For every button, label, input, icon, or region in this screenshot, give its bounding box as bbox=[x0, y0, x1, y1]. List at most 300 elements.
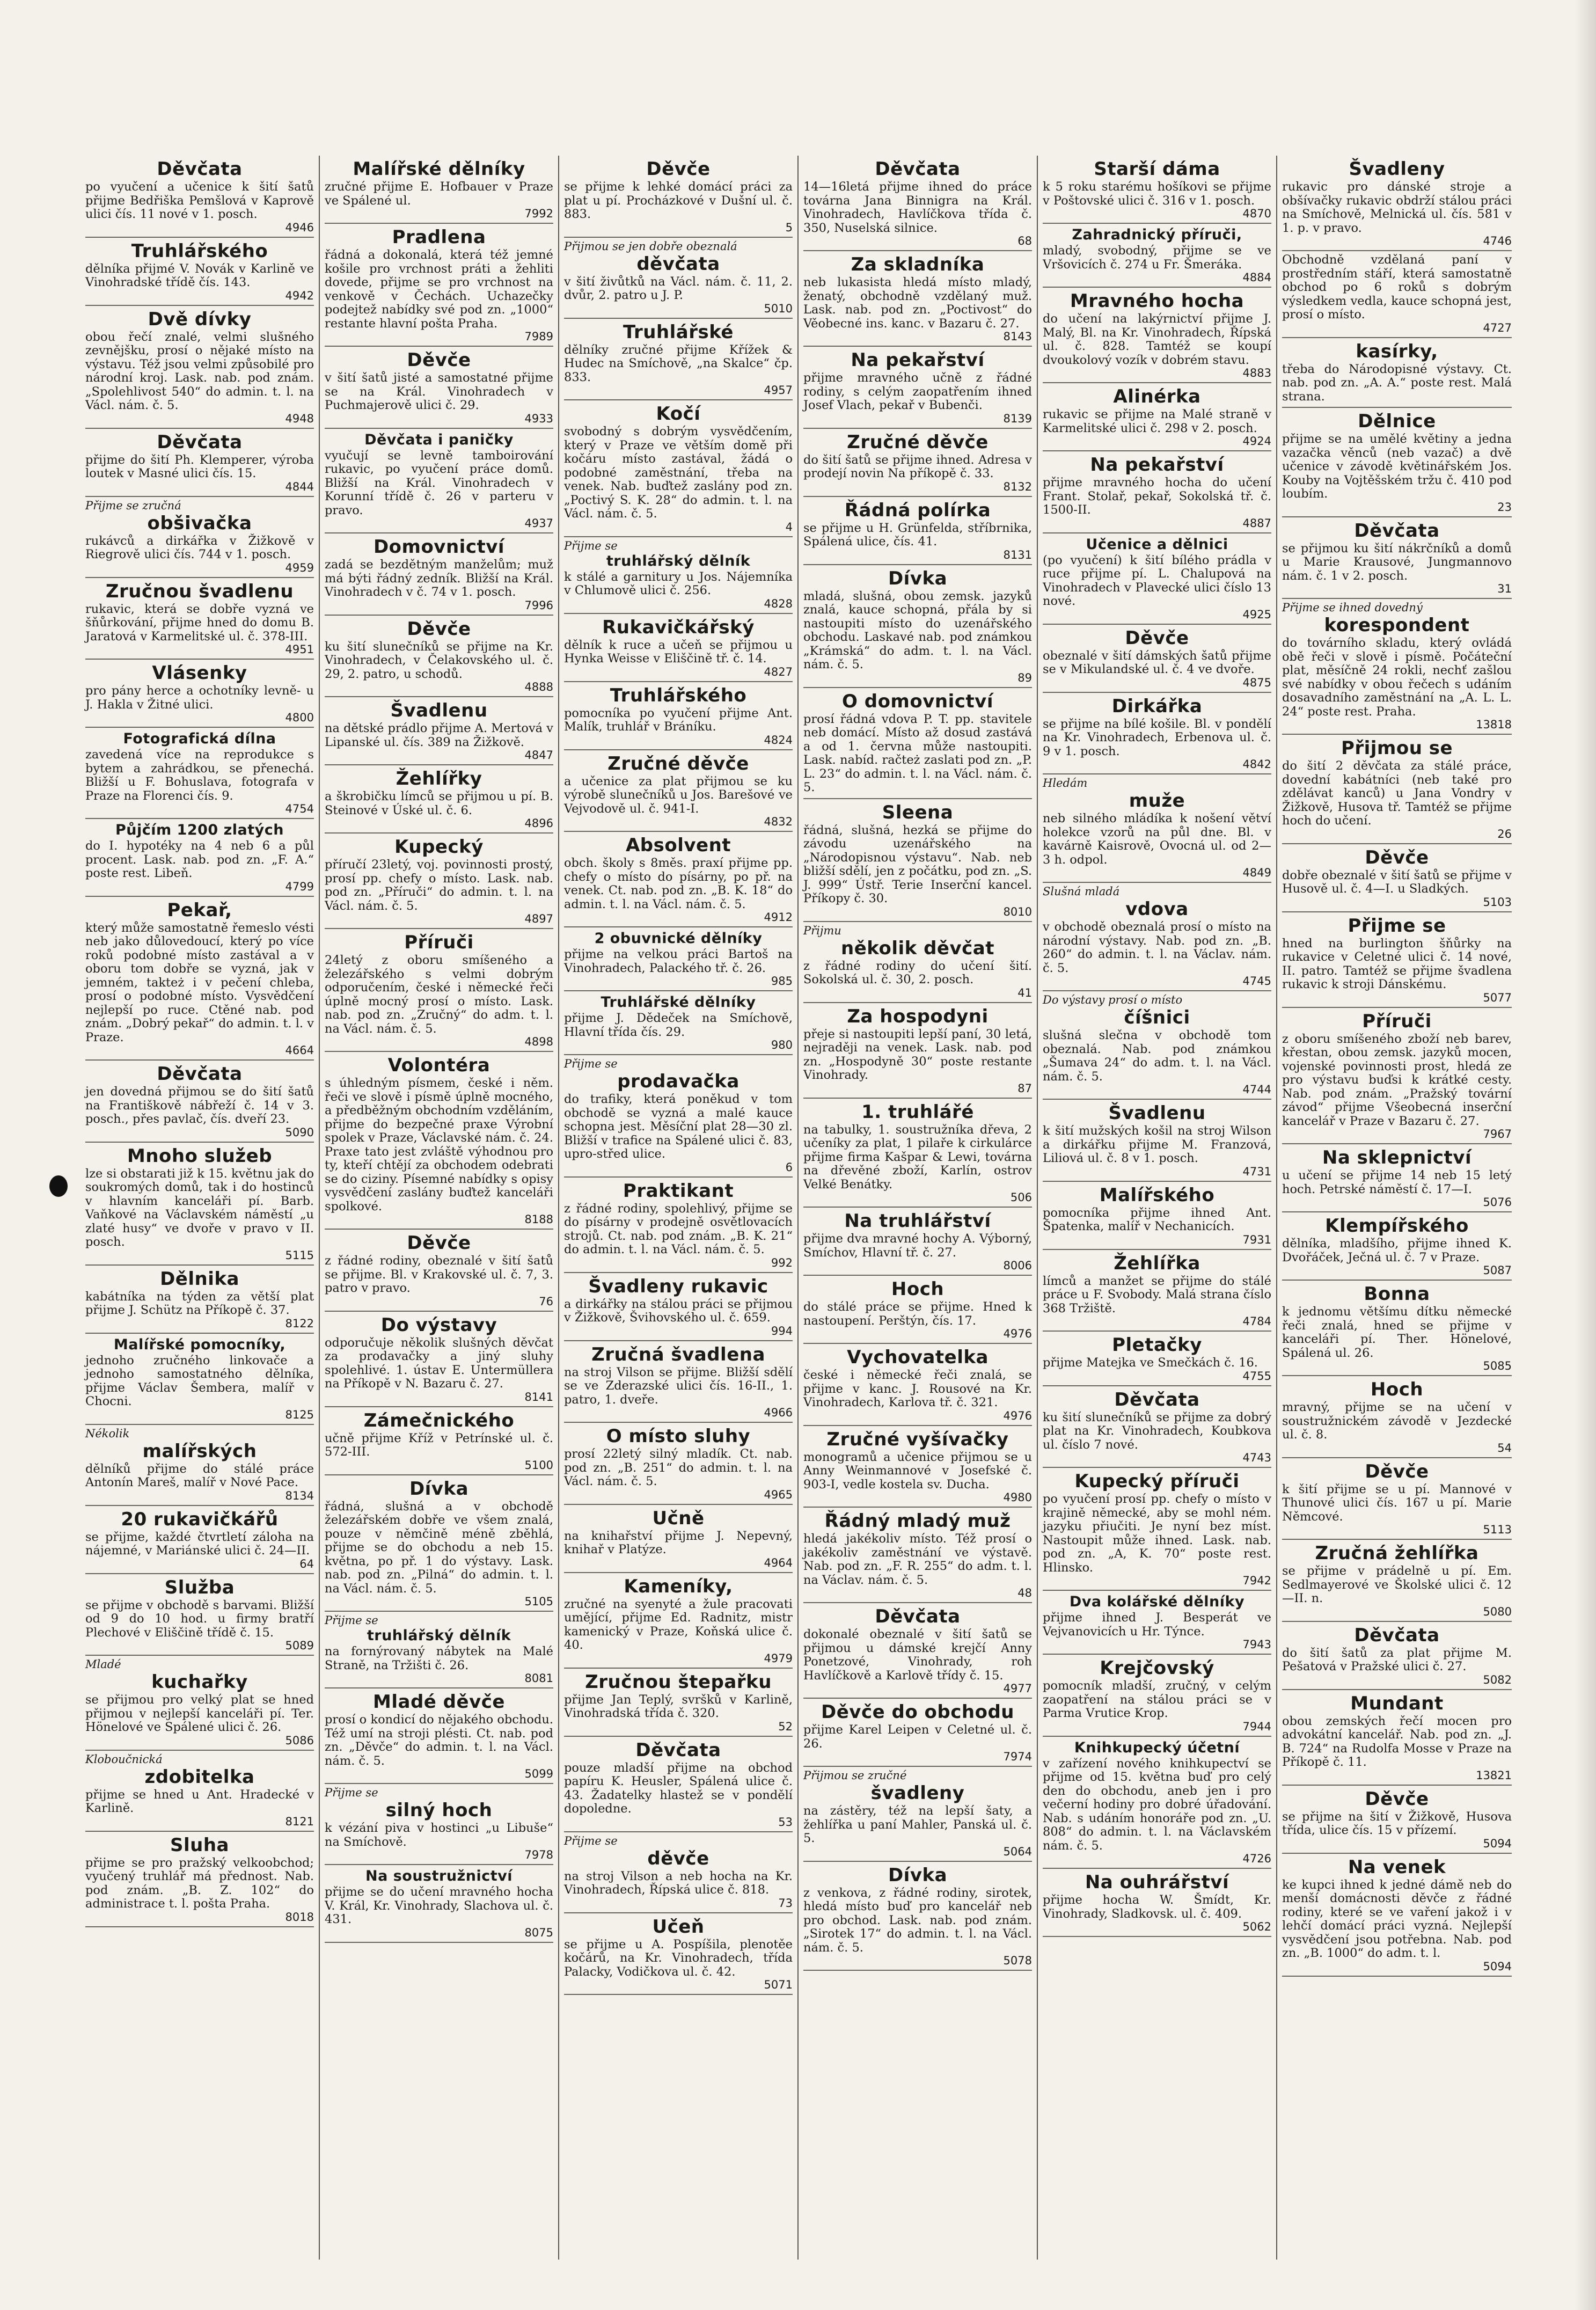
ad-number: 89 bbox=[1017, 671, 1032, 684]
ad-number: 48 bbox=[1017, 1587, 1032, 1599]
ad-number: 4883 bbox=[1242, 367, 1271, 379]
ad-heading: Na truhlářství bbox=[844, 1210, 991, 1232]
ad-text: ke kupci ihned k jedné dámě neb do menší domácnosti děvče z řádné rodiny, které se ve vaření jakož i v lehčí domácí práci vyzná. Nejlepší vysvědčení jsou potřebna. Nab. pod zn. „B. 1000“ do adm. t. l. bbox=[1282, 1877, 1512, 1960]
ad-text: pro pány herce a ochotníky levně- u J. Hakla v Žitné ulici. bbox=[85, 684, 314, 712]
ad-number: 5082 bbox=[1483, 1673, 1512, 1686]
ad-heading: Děvčata bbox=[157, 158, 243, 180]
ad-number: 5064 bbox=[1003, 1845, 1032, 1858]
ad-number: 4946 bbox=[285, 221, 314, 234]
newspaper-page bbox=[80, 156, 1519, 2260]
classified-ad bbox=[325, 1865, 553, 1943]
classified-ad bbox=[803, 1508, 1032, 1603]
ad-number: 4870 bbox=[1242, 207, 1271, 220]
ad-text: límců a manžet se přijme do stálé práce u F. Svobody. Malá strana číslo 368 Tržiště. bbox=[1043, 1274, 1271, 1315]
classified-ad bbox=[1043, 383, 1271, 451]
ad-text: k šití přijme se u pí. Mannové v Thunové ulici čís. 167 u pí. Marie Němcové. bbox=[1282, 1482, 1512, 1524]
classified-ad bbox=[564, 682, 793, 750]
ad-heading: Děvčata i paničky bbox=[364, 431, 514, 448]
ad-number: 4727 bbox=[1483, 321, 1512, 334]
ad-heading: Učně bbox=[652, 1507, 705, 1529]
classified-ad bbox=[325, 1688, 553, 1784]
ad-number: 4888 bbox=[524, 681, 553, 693]
classified-ad bbox=[85, 1656, 314, 1751]
ad-heading: Dirkářka bbox=[1111, 695, 1203, 717]
ad-heading: Malířské dělníky bbox=[353, 158, 525, 180]
ad-heading: číšnici bbox=[1124, 1007, 1190, 1028]
ad-heading: Klempířského bbox=[1325, 1215, 1469, 1237]
classified-ad bbox=[564, 1505, 793, 1573]
classified-ad bbox=[564, 1178, 793, 1273]
ad-text: na tabulky, 1. soustružníka dřeva, 2 učeníky za plat, 1 pilaře k cirkulárce přijme firma Kašpar & Lewi, továrna na dřevěné zboží, Karlín, ostrov Velké Benátky. bbox=[803, 1122, 1032, 1191]
ad-text: 14—16letá přijme ihned do práce továrna Jana Binnigra na Král. Vinohradech, Havlíčkova třída č. 350, Nuselská silnice. bbox=[803, 180, 1032, 235]
classified-ad bbox=[803, 1862, 1032, 1971]
ad-heading: děvče bbox=[647, 1847, 709, 1869]
ad-text: k šití mužských košil na stroj Wilson a dirkářku přijme M. Franzová, Liliová ul. č. 8 v 1. posch. bbox=[1043, 1124, 1271, 1165]
ad-text: do šití šatů se přijme ihned. Adresa v prodejí novin Na příkopě č. 33. bbox=[803, 452, 1032, 480]
ad-heading: Absolvent bbox=[625, 835, 731, 856]
ad-heading: Přijme se bbox=[1348, 915, 1446, 937]
ad-text: dokonalé obeznalé v šití šatů se přijmou u dámské krejčí Anny Ponetzové, Vinohrady, roh Havlíčkově a Karlově třídy č. 15. bbox=[803, 1627, 1032, 1683]
classified-ad bbox=[1043, 1468, 1271, 1591]
classified-ad bbox=[803, 1767, 1032, 1862]
ad-text: neb silného mládíka k nošení větví holekce vzorů na půl dne. Bl. v kavárně Kaisrově, Ovocná ul. od 2—3 h. odpol. bbox=[1043, 812, 1271, 867]
classified-ad bbox=[325, 1407, 553, 1475]
ad-heading: Do výstavy bbox=[380, 1314, 497, 1336]
ad-number: 5076 bbox=[1483, 1196, 1512, 1209]
classified-ad bbox=[564, 1055, 793, 1178]
classified-ad bbox=[1043, 1332, 1271, 1386]
ad-heading: Za hospodyni bbox=[847, 1005, 989, 1027]
ad-heading: Zručná švadlena bbox=[591, 1343, 765, 1365]
ad-text: přijme mravného hocha do učení Frant. Stolař, pekař, Sokolská tř. č. 1500-II. bbox=[1043, 476, 1271, 517]
ad-number: 980 bbox=[771, 1039, 793, 1051]
ad-text: přijme Matejka ve Smečkách č. 16. bbox=[1043, 1356, 1258, 1370]
ad-text: svobodný s dobrým vysvědčením, který v Praze ve větším domě při kočáru místo zastával, žádá o podobné zaměstnání, třeba na venek. Nab. buďtež zaslány pod zn. „Poctivý S. K. 28“ do admin. t. l. na Václ. nám. č. 5. bbox=[564, 425, 793, 521]
ad-heading: Zámečnického bbox=[363, 1409, 515, 1431]
classified-ad bbox=[85, 1334, 314, 1425]
classified-ad bbox=[803, 156, 1032, 251]
ad-heading: děvčata bbox=[636, 253, 720, 275]
classified-ad bbox=[1043, 1591, 1271, 1655]
ad-number: 4832 bbox=[764, 815, 793, 828]
classified-ad bbox=[1043, 1386, 1271, 1468]
ad-number: 7943 bbox=[1242, 1638, 1271, 1651]
classified-ad bbox=[564, 1832, 793, 1913]
ad-text: slušná slečna v obchodě tom obeznalá. Nab. pod známkou „Šumava 24“ do adm. t. l. na Václ. nám. č. 5. bbox=[1043, 1028, 1271, 1084]
ad-text: hledá jakékoliv místo. Též prosí o jakékoliv zaměstnání ve výstavě. Nab. pod zn. „F. R. 255“ do adm. t. l. na Václav. nám. č. 5. bbox=[803, 1532, 1032, 1587]
ad-text: se přijmou pro velký plat se hned přijmou v nejlepší kanceláři pí. Ter. Hönelové ve Spálené ulici č. 26. bbox=[85, 1693, 314, 1734]
ad-heading: Truhlářské dělníky bbox=[601, 994, 756, 1011]
ad-heading: Kupecký bbox=[394, 836, 484, 858]
classified-ad bbox=[1282, 1854, 1512, 1977]
ad-heading: Dělnika bbox=[160, 1268, 239, 1290]
ad-text: na fornýrovaný nábytek na Malé Straně, na Tržišti č. 26. bbox=[325, 1644, 553, 1672]
ad-text: na dětské prádlo přijme A. Mertová v Lipanské ul. čís. 389 na Žižkově. bbox=[325, 721, 553, 749]
ad-number: 8188 bbox=[524, 1213, 553, 1226]
classified-ad bbox=[85, 238, 314, 306]
ad-heading: Děvčata bbox=[1114, 1388, 1200, 1410]
ad-number: 4875 bbox=[1242, 676, 1271, 689]
ad-text: u učení se přijme 14 neb 15 letý hoch. Petrské náměstí č. 17—I. bbox=[1282, 1168, 1512, 1196]
classified-ad bbox=[1282, 251, 1512, 338]
ad-heading: kasírky, bbox=[1356, 340, 1438, 362]
ad-heading: Děvče bbox=[1365, 1460, 1429, 1482]
ad-number: 5113 bbox=[1483, 1523, 1512, 1536]
ad-preface: Hledám bbox=[1043, 777, 1088, 790]
ad-text: přeje si nastoupiti lepší paní, 30 letá, nejraději na venek. Lask. nab. pod zn. „Hospodyně 30“ poste restante Vinohrady. bbox=[803, 1027, 1032, 1082]
classified-ad bbox=[803, 688, 1032, 799]
ad-preface: Přijmou se zručné bbox=[803, 1769, 907, 1782]
ad-preface: Kloboučnická bbox=[85, 1752, 163, 1766]
ad-text: obch. školy s 8měs. praxí přijme pp. chefy o místo do písárny, po př. na venek. Ct. nab. pod zn. „B. K. 18“ do admin. t. l. na Václ. nám. č. 5. bbox=[564, 856, 793, 911]
ad-number: 4964 bbox=[764, 1556, 793, 1569]
ad-heading: Děvčata bbox=[157, 431, 243, 453]
ad-heading: Dvě dívky bbox=[148, 308, 252, 330]
ad-heading: Příruči bbox=[1362, 1010, 1432, 1032]
classified-ad bbox=[325, 929, 553, 1052]
ad-number: 4959 bbox=[285, 561, 314, 574]
classified-ad bbox=[85, 819, 314, 897]
ad-text: na zástěry, též na lepší šaty, a žehlířka u paní Mahler, Panská ul. č. 5. bbox=[803, 1804, 1032, 1845]
ad-number: 4925 bbox=[1242, 608, 1271, 621]
ad-heading: Truhlářského bbox=[131, 240, 268, 262]
ad-number: 4979 bbox=[764, 1651, 793, 1665]
ad-number: 4912 bbox=[764, 911, 793, 924]
classified-ad bbox=[803, 1344, 1032, 1426]
ad-number: 13818 bbox=[1476, 718, 1512, 731]
ad-number: 76 bbox=[539, 1295, 553, 1308]
ad-text: přijme se hned u Ant. Hradecké v Karlině. bbox=[85, 1787, 314, 1815]
ad-heading: Vlásenky bbox=[152, 662, 247, 684]
classified-ad bbox=[1282, 338, 1512, 408]
ad-text: obou řečí znalé, velmi slušného zevnějšku, prosí o nějaké místo na výstavu. Též jsou velmi způsobilé pro národní kroj. Lask. nab. pod znám. „Spolehlivost 540“ do admin. t. l. na Václ. nám. č. 5. bbox=[85, 330, 314, 412]
ad-text: zručné přijme E. Hofbauer v Praze ve Spálené ul. bbox=[325, 180, 553, 208]
classified-ad bbox=[325, 765, 553, 834]
ad-number: 8143 bbox=[1003, 330, 1032, 343]
ad-text: hned na burlington šňůrky na rukavice v Celetné ulici č. 14 nové, II. patro. Tamtéž se přijme švadlena rukavic k stroji Dánskému. bbox=[1282, 936, 1512, 991]
ad-text: přijme se pro pražský velkoobchod; vyučený truhlář má přednost. Nab. pod znám. „B. Z. 102“ do administrace t. l. pošta Praha. bbox=[85, 1855, 314, 1911]
ad-heading: Starší dáma bbox=[1094, 158, 1220, 180]
classified-ad bbox=[803, 429, 1032, 497]
ad-number: 4731 bbox=[1242, 1165, 1271, 1178]
ad-number: 5062 bbox=[1242, 1920, 1271, 1933]
ad-heading: Fotografická dílna bbox=[123, 730, 276, 747]
ad-text: příručí 23letý, voj. povinnosti prostý, prosí pp. chefy o místo. Lask. nab. pod zn. „Příruči“ do admin. t. l. na Václ. nám. č. 5. bbox=[325, 858, 553, 913]
ad-heading: Zručné děvče bbox=[607, 752, 749, 774]
classified-ad bbox=[325, 1052, 553, 1230]
ad-number: 4884 bbox=[1242, 271, 1271, 284]
classified-ad bbox=[1282, 1008, 1512, 1145]
classified-ad bbox=[803, 1603, 1032, 1699]
ad-text: monogramů a učenice přijmou se u Anny Weinmannové v Josefské č. 903-I, vedle kostela sv. Ducha. bbox=[803, 1450, 1032, 1492]
ad-text: pomocníka přijme ihned Ant. Špatenka, malíř v Nechanicích. bbox=[1043, 1205, 1271, 1233]
classified-ad bbox=[85, 897, 314, 1061]
classified-ad bbox=[803, 1276, 1032, 1344]
ad-heading: vdova bbox=[1125, 898, 1189, 920]
ad-text: s úhledným písmem, české i něm. řeči ve slově i písmě úplně mocného, a předběžným obchodním vzděláním, přijme do bezpečné praxe Výrobní spolek v Praze, Václavské nám. č. 24. Praxe tato jest zvláště výhodnou pro ty, kteří chtějí za obchodem odebrati se do ciziny. Písemné nabídky s opisy vysvědčení zaslány buďtež kanceláři spolkové. bbox=[325, 1076, 553, 1214]
classified-ad bbox=[1282, 1212, 1512, 1281]
classified-ad bbox=[85, 1266, 314, 1334]
ad-text: a dirkářky na stálou práci se přijmou v Žižkově, Švihovského ul. č. 659. bbox=[564, 1297, 793, 1325]
classified-ad bbox=[85, 1425, 314, 1506]
ad-text: dělníky zručné přijme Křížek & Hudec na Smíchově, „na Skalce“ čp. 833. bbox=[564, 342, 793, 384]
ad-heading: Švadleny bbox=[1349, 158, 1445, 180]
classified-ad bbox=[564, 750, 793, 832]
classified-ad bbox=[1282, 1376, 1512, 1458]
ad-text: obeznalé v šití dámských šatů přijme se v Mikulandské ul. č. 4 ve dvoře. bbox=[1043, 648, 1271, 676]
classified-ad bbox=[564, 1341, 793, 1423]
classified-ad bbox=[325, 1475, 553, 1612]
ad-number: 8134 bbox=[285, 1489, 314, 1502]
ad-text: ku šití slunečníků se přijme na Kr. Vinohradech, v Čelakovského ul. č. 29, 2. patro, u schodů. bbox=[325, 639, 553, 681]
ad-number: 52 bbox=[778, 1720, 793, 1733]
ad-preface: Přijme se bbox=[564, 539, 618, 552]
ad-preface: Přijmu bbox=[803, 924, 841, 937]
ad-text: přijme J. Dědeček na Smíchově, Hlavní třída čís. 29. bbox=[564, 1011, 793, 1039]
ad-heading: Na sklepnictví bbox=[1322, 1147, 1472, 1168]
ad-text: dělníků přijme do stálé práce Antonín Mareš, malíř v Nové Pace. bbox=[85, 1461, 314, 1489]
ad-number: 4937 bbox=[524, 517, 553, 530]
ad-number: 73 bbox=[778, 1896, 793, 1910]
ad-heading: truhlářský dělník bbox=[606, 552, 751, 569]
ad-heading: Pletačky bbox=[1112, 1334, 1202, 1356]
classified-ad bbox=[564, 537, 793, 614]
ad-text: přijme se na umělé květiny a jedna vazačka věnců (neb vazač) a dvě učenice v závodě květinářském Jos. Kouby na Vojtěšském tržu č. 410 pod loubím. bbox=[1282, 432, 1512, 501]
ad-heading: švadleny bbox=[870, 1782, 965, 1804]
ad-number: 8131 bbox=[1003, 548, 1032, 561]
ad-heading: Truhlářské bbox=[623, 321, 734, 343]
classified-ad bbox=[1282, 1458, 1512, 1540]
ad-heading: Na pekařství bbox=[851, 349, 985, 371]
ad-number: 4957 bbox=[764, 384, 793, 397]
classified-ad bbox=[564, 238, 793, 319]
ad-text: v obchodě obeznalá prosí o místo na národní výstavy. Nab. pod zn. „B. 260“ do admin. t. l. na Václav. nám. č. 5. bbox=[1043, 920, 1271, 975]
ad-heading: prodavačka bbox=[617, 1071, 740, 1092]
classified-ad bbox=[564, 832, 793, 927]
classified-ad bbox=[85, 429, 314, 497]
classified-ad bbox=[1043, 1100, 1271, 1182]
ad-text: vyučují se levně tamboirování rukavic, po vyučení práce domů. Bližší na Král. Vinohradech v Korunní třídě č. 26 v parteru v pravo. bbox=[325, 448, 553, 517]
classified-ad bbox=[85, 1574, 314, 1656]
classified-ad bbox=[564, 1913, 793, 1995]
classified-ad bbox=[1282, 912, 1512, 1008]
page-edge-shadow bbox=[1575, 0, 1596, 2310]
ad-heading: Zručnou štepařku bbox=[585, 1671, 772, 1693]
ad-number: 4933 bbox=[524, 412, 553, 425]
ad-text: v šití živůtků na Václ. nám. č. 11, 2. dvůr, 2. patro u J. P. bbox=[564, 274, 793, 302]
ad-number: 8122 bbox=[285, 1317, 314, 1330]
ad-heading: Volontéra bbox=[387, 1055, 490, 1076]
classified-ad bbox=[803, 1208, 1032, 1276]
classified-ad bbox=[1043, 1250, 1271, 1332]
ad-text: se přijme u A. Pospíšila, plenotěe kočárů, na Kr. Vinohradech, třída Palacky, Vodičkova ul. č. 42. bbox=[564, 1937, 793, 1979]
classified-ad bbox=[1282, 1786, 1512, 1854]
ad-number: 506 bbox=[1010, 1191, 1032, 1204]
ad-heading: Sleena bbox=[882, 801, 954, 823]
ad-number: 5094 bbox=[1483, 1837, 1512, 1850]
binding-hole bbox=[49, 1175, 68, 1197]
ad-text: v šití šatů jisté a samostatné přijme se na Král. Vinohradech v Puchmajerově ulici č. 29. bbox=[325, 371, 553, 412]
ad-text: přijme hocha W. Šmídt, Kr. Vinohrady, Sladkovsk. ul. č. 409. bbox=[1043, 1893, 1271, 1921]
ad-text: se přijme na šití v Žižkově, Husova třída, ulice čís. 15 v přízemí. bbox=[1282, 1809, 1512, 1837]
classified-ad bbox=[1043, 288, 1271, 383]
ad-number: 4 bbox=[785, 520, 793, 533]
ad-heading: Kupecký příruči bbox=[1074, 1471, 1240, 1492]
ad-heading: Švadlenu bbox=[390, 700, 488, 721]
ad-heading: Švadleny rukavic bbox=[588, 1275, 768, 1297]
ad-heading: Mundant bbox=[1350, 1692, 1444, 1714]
ad-heading: Malířského bbox=[1099, 1184, 1215, 1206]
ad-number: 4754 bbox=[285, 802, 314, 815]
ad-number: 4755 bbox=[1242, 1369, 1271, 1383]
classified-ad bbox=[1043, 1655, 1271, 1737]
ad-heading: Děvče bbox=[1365, 1788, 1429, 1810]
classified-ad bbox=[1043, 224, 1271, 288]
ad-number: 53 bbox=[778, 1815, 793, 1829]
classified-ad bbox=[85, 1506, 314, 1574]
column-6 bbox=[1277, 156, 1517, 2260]
ad-text: z řádné rodiny do učení šití. Sokolská ul. č. 30, 2. posch. bbox=[803, 959, 1032, 986]
ad-number: 8018 bbox=[285, 1910, 314, 1924]
ad-heading: Bonna bbox=[1364, 1283, 1430, 1305]
ad-number: 7996 bbox=[524, 598, 553, 612]
ad-heading: kuchařky bbox=[151, 1671, 248, 1693]
classified-ad bbox=[325, 224, 553, 347]
classified-ad bbox=[1282, 156, 1512, 251]
ad-heading: Půjčím 1200 zlatých bbox=[115, 822, 284, 838]
classified-ad bbox=[1282, 408, 1512, 517]
ad-heading: Řádná polírka bbox=[844, 499, 991, 521]
ad-text: prosí řádná vdova P. T. pp. stavitele neb domácí. Místo až dosud zastává a od 1. června může nastoupiti. Lask. nabíd. račteż zaslati pod zn. „P. L. 23“ do admin. t. l. na Václ. nám. č. 5. bbox=[803, 712, 1032, 794]
ad-heading: Mravného hocha bbox=[1070, 290, 1244, 312]
classified-ad bbox=[1043, 533, 1271, 625]
ad-number: 4898 bbox=[524, 1035, 553, 1048]
ad-text: se přijme k lehké domácí práci za plat u pí. Procházkové v Dušní ul. č. 883. bbox=[564, 180, 793, 221]
ad-number: 64 bbox=[299, 1557, 314, 1570]
ad-heading: Žehlířka bbox=[1114, 1252, 1200, 1274]
ad-heading: Domovnictví bbox=[373, 536, 505, 558]
ad-number: 4966 bbox=[764, 1406, 793, 1419]
classified-ad bbox=[325, 697, 553, 765]
ad-heading: Děvčata bbox=[635, 1739, 721, 1761]
ad-text: se přijme, každé čtvrtletí záloha na nájemné, v Mariánské ulici č. 24—II. bbox=[85, 1530, 314, 1558]
classified-ad bbox=[564, 319, 793, 401]
ad-text: po vyučení prosí pp. chefy o místo v krajině německé, aby se mohl ném. jazyku přiučiti. Je nyní bez míst. Nastoupit může ihned. Lask. nab. pod zn. „A, K. 70“ poste rest. Hlinsko. bbox=[1043, 1492, 1271, 1575]
ad-heading: Sluha bbox=[170, 1834, 229, 1856]
ad-number: 994 bbox=[771, 1324, 793, 1337]
ad-text: k 5 roku starému hošíkovi se přijme v Poštovské ulici č. 316 v 1. posch. bbox=[1043, 180, 1271, 208]
ad-number: 31 bbox=[1497, 582, 1512, 595]
ad-heading: korespondent bbox=[1324, 615, 1470, 636]
ad-heading: O místo sluhy bbox=[606, 1426, 751, 1447]
classified-ad bbox=[1043, 774, 1271, 883]
ad-number: 4896 bbox=[524, 817, 553, 830]
ad-text: který může samostatně řemeslo vésti neb jako důlovedoucí, který po více roků podobné místo zastával a v oboru tom dobře se vyzná, jak v jemném, takteż i v pečení chleba, prosí o podobné místo. Vysvědčení nejlepší po ruce. Ctěné nab. pod znám. „Dobrý pekař“ do admin. t. l. v Praze. bbox=[85, 920, 314, 1044]
ad-text: k vézání piva v hostinci „u Libuše“ na Smíchově. bbox=[325, 1821, 553, 1849]
ad-heading: Děvčata bbox=[157, 1063, 243, 1085]
ad-heading: 20 rukavičkářů bbox=[121, 1508, 279, 1530]
ad-text: pouze mladší přijme na obchod papíru K. Heusler, Spálená ulice č. 43. Žadatelky hlastež se v pondělí dopoledne. bbox=[564, 1760, 793, 1816]
classified-ad bbox=[325, 1230, 553, 1312]
classified-ad bbox=[1043, 693, 1271, 775]
classified-ad bbox=[1043, 991, 1271, 1100]
ad-number: 985 bbox=[771, 975, 793, 988]
ad-number: 4951 bbox=[285, 643, 314, 656]
ad-text: řádná, slušná a v obchodě železářském dobře ve všem znalá, pouze v němčině méně zběhlá, přijme se do obchodu a neb 15. května, po př. 1 do výstavy. Lask. nab. pod zn. „Pilná“ do admin. t. l. na Václ. nám. č. 5. bbox=[325, 1499, 553, 1596]
ad-number: 5077 bbox=[1483, 991, 1512, 1004]
classified-ad bbox=[564, 1573, 793, 1669]
ad-number: 7978 bbox=[524, 1848, 553, 1861]
ad-number: 7967 bbox=[1483, 1128, 1512, 1141]
ad-text: se přijme v obchodě s barvami. Bližší od 9 do 10 hod. u firmy bratří Plechové v Eliščině třídě č. 15. bbox=[85, 1598, 314, 1640]
classified-ad bbox=[803, 799, 1032, 922]
ad-heading: Krejčovský bbox=[1100, 1657, 1214, 1679]
classified-ad bbox=[1282, 1281, 1512, 1376]
classified-ad bbox=[1282, 844, 1512, 912]
ad-number: 5105 bbox=[524, 1595, 553, 1608]
ad-number: 4980 bbox=[1003, 1491, 1032, 1504]
classified-ad bbox=[564, 927, 793, 991]
ad-text: z řádné rodiny, obeznalé v šití šatů se přijme. Bl. v Krakovské ul. č. 7, 3. patro v pravo. bbox=[325, 1254, 553, 1295]
ad-heading: Příruči bbox=[404, 932, 474, 953]
classified-ad bbox=[85, 578, 314, 660]
classified-ad bbox=[564, 400, 793, 537]
ad-preface: Přijme se bbox=[325, 1786, 378, 1799]
ad-number: 8075 bbox=[524, 1926, 553, 1939]
ad-number: 13821 bbox=[1476, 1768, 1512, 1782]
ad-heading: Učeň bbox=[652, 1916, 705, 1938]
classified-ad bbox=[85, 497, 314, 578]
ad-number: 4824 bbox=[764, 733, 793, 747]
classified-ad bbox=[1043, 1737, 1271, 1869]
ad-number: 4942 bbox=[285, 289, 314, 302]
ad-number: 5085 bbox=[1483, 1359, 1512, 1372]
ad-number: 4799 bbox=[285, 880, 314, 893]
ad-text: rukávců a dirkářka v Žižkově v Riegrově ulici čís. 744 v 1. posch. bbox=[85, 533, 314, 561]
ad-preface: Přijme se bbox=[564, 1057, 618, 1070]
ad-heading: Malířské pomocníky, bbox=[113, 1336, 286, 1353]
ad-heading: Přijmou se bbox=[1341, 737, 1453, 759]
classified-ad bbox=[803, 1426, 1032, 1508]
classified-ad bbox=[564, 1669, 793, 1737]
ad-text: ku šití slunečníků se přijme za dobrý plat na Kr. Vinohradech, Koubkova ul. číslo 7 nové. bbox=[1043, 1410, 1271, 1452]
ad-heading: Kameníky, bbox=[624, 1575, 733, 1597]
classified-ad bbox=[564, 156, 793, 238]
ad-text: z venkova, z řádné rodiny, sirotek, hledá místo buď pro kancelář neb pro obchod. Lask. nab. pod znám. „Sirotek 17“ do admin. t. l. na Václ. nám. č. 5. bbox=[803, 1885, 1032, 1955]
ad-heading: Mladé děvče bbox=[373, 1691, 505, 1713]
ad-heading: Děvče bbox=[1365, 846, 1429, 868]
ad-number: 7992 bbox=[524, 207, 553, 220]
ad-text: Obchodně vzdělaná paní v prostředním stáří, která samostatně obchod po 6 roků s dobrým výsledkem vedla, kauce schopná jest, prosí o místo. bbox=[1282, 253, 1512, 321]
ad-number: 7944 bbox=[1242, 1720, 1271, 1733]
ad-number: 4965 bbox=[764, 1488, 793, 1501]
ad-heading: malířských bbox=[142, 1440, 257, 1462]
ad-heading: Na ouhrářství bbox=[1085, 1872, 1229, 1893]
ad-text: mladý, svobodný, přijme se ve Vršovicích č. 274 u Fr. Šmeráka. bbox=[1043, 244, 1271, 272]
ad-text: přijme Jan Teplý, svršků v Karlině, Vinohradská třída č. 320. bbox=[564, 1692, 793, 1720]
ad-preface: Přijme se bbox=[564, 1834, 618, 1847]
ad-number: 8125 bbox=[285, 1408, 314, 1421]
classified-ad bbox=[85, 306, 314, 429]
ad-number: 8121 bbox=[285, 1815, 314, 1828]
classified-ad bbox=[803, 1099, 1032, 1208]
ad-text: dělník k ruce a učeň se přijmou u Hynka Weisse v Eliščině tř. č. 14. bbox=[564, 638, 793, 666]
ad-preface: Do výstavy prosí o místo bbox=[1043, 993, 1183, 1006]
ad-number: 5080 bbox=[1483, 1605, 1512, 1618]
ad-heading: Na soustružnictví bbox=[365, 1868, 513, 1884]
ad-number: 7974 bbox=[1003, 1750, 1032, 1763]
ad-heading: zdobitelka bbox=[144, 1766, 255, 1788]
